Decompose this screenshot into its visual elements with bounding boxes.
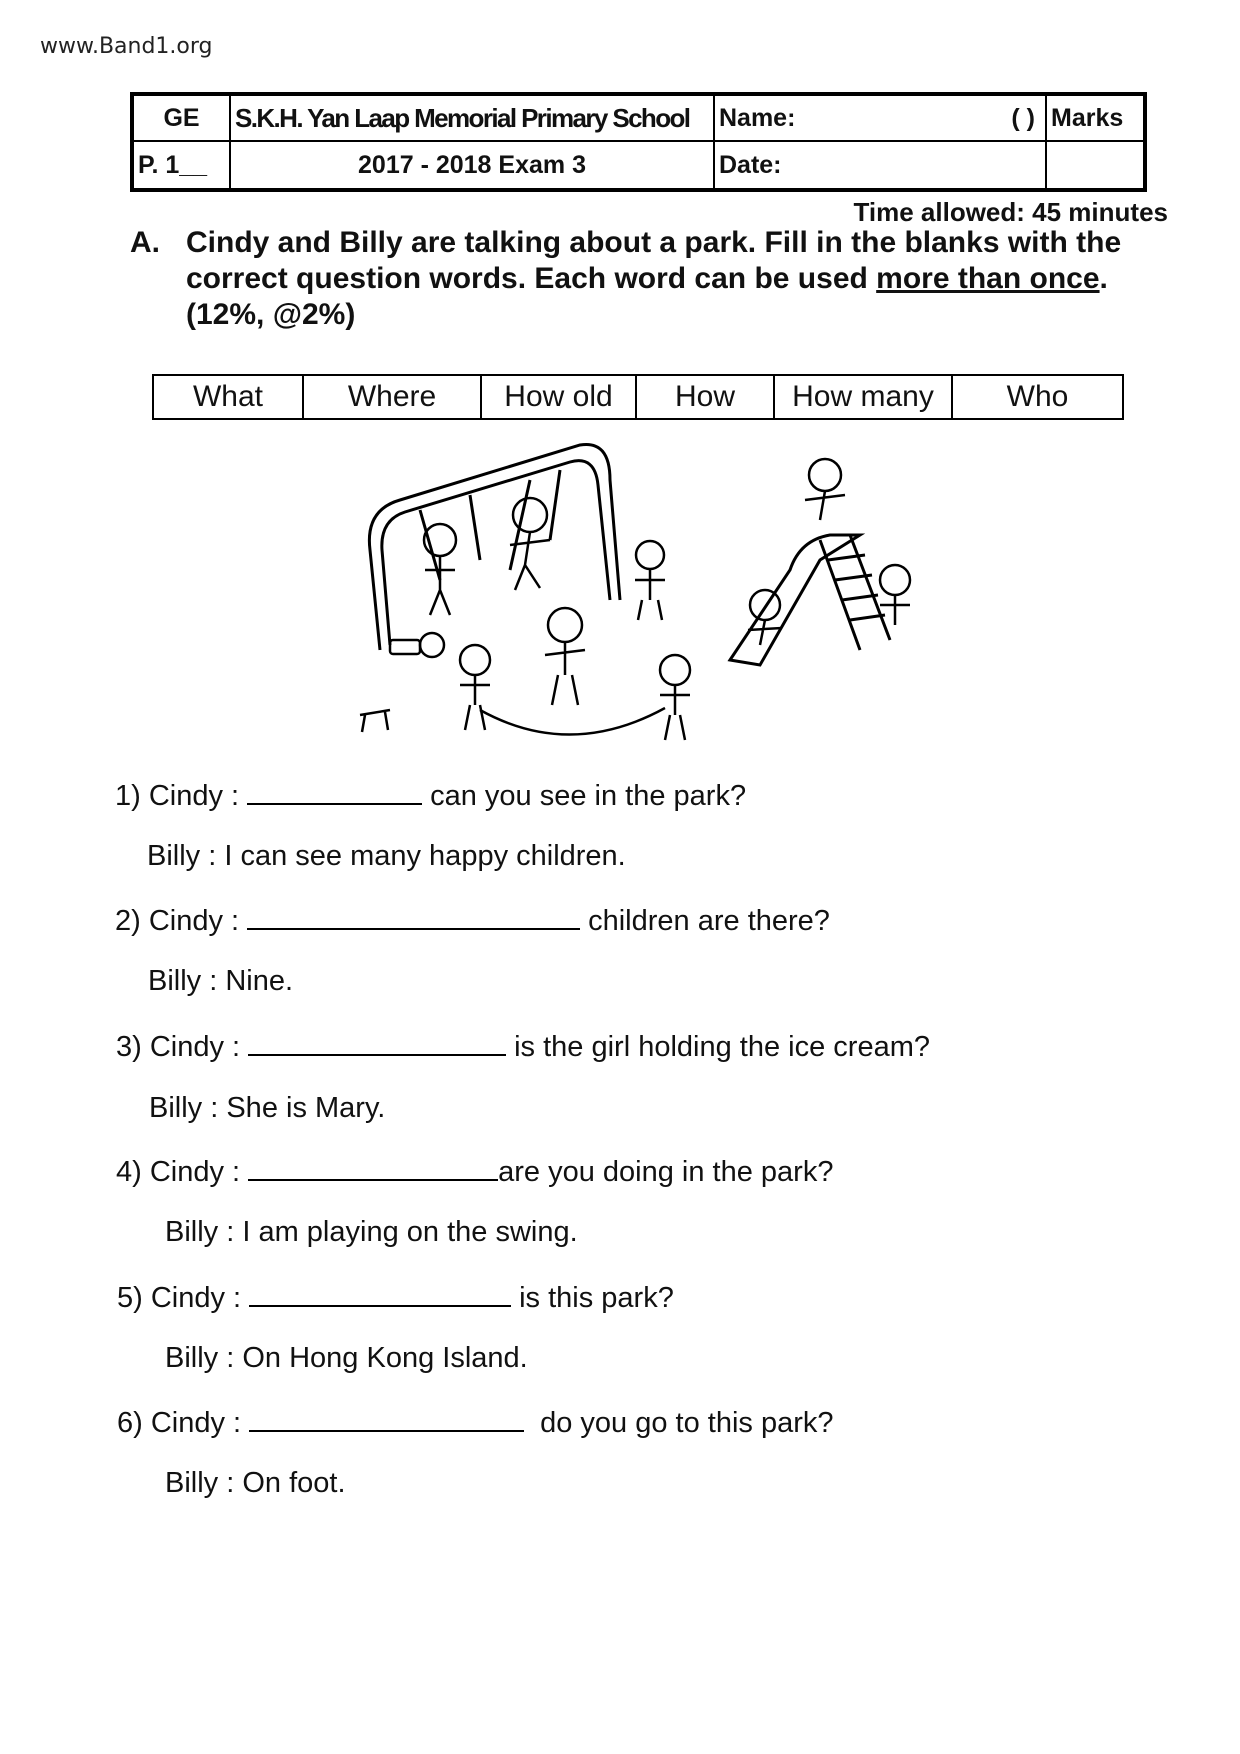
answer-blank-3[interactable] xyxy=(248,1028,506,1056)
class-number: ( ) xyxy=(1011,103,1035,132)
park-illustration xyxy=(320,440,940,760)
question-speaker: 2) Cindy : xyxy=(115,905,240,937)
answer-2: Billy : Nine. xyxy=(148,965,294,997)
question-speaker: 6) Cindy : xyxy=(117,1407,242,1439)
question-text: children are there? xyxy=(588,905,830,937)
question-speaker: 1) Cindy : xyxy=(115,780,240,812)
marks-field[interactable] xyxy=(1047,142,1143,188)
question-speaker: 3) Cindy : xyxy=(116,1031,241,1063)
site-watermark: www.Band1.org xyxy=(40,34,213,59)
marks-label: Marks xyxy=(1047,96,1143,142)
word-bank-item: Who xyxy=(1006,380,1069,413)
word-bank-item: How xyxy=(637,376,775,418)
answer-4: Billy : I am playing on the swing. xyxy=(165,1216,578,1248)
question-3 xyxy=(116,1028,930,1064)
word-bank xyxy=(152,374,1124,420)
school-name: S.K.H. Yan Laap Memorial Primary School xyxy=(231,96,715,142)
question-speaker: 5) Cindy : xyxy=(117,1282,242,1314)
question-1 xyxy=(115,777,746,813)
answer-blank-6[interactable] xyxy=(249,1404,524,1432)
swing-frame xyxy=(369,444,620,650)
question-6 xyxy=(117,1404,834,1440)
time-allowed: Time allowed: 45 minutes xyxy=(853,197,1168,227)
question-speaker: 4) Cindy : xyxy=(116,1156,241,1188)
answer-blank-4[interactable] xyxy=(248,1153,498,1181)
children xyxy=(424,459,910,740)
answer-3: Billy : She is Mary. xyxy=(149,1092,386,1124)
class-cell: P. 1__ xyxy=(134,142,231,188)
answer-blank-1[interactable] xyxy=(247,777,422,805)
question-text: is this park? xyxy=(519,1282,674,1314)
word-bank-item: What xyxy=(154,376,304,418)
instruction-underlined: more than once xyxy=(876,262,1100,295)
subject-cell: GE xyxy=(134,96,231,142)
word-bank-item: How many xyxy=(775,376,953,418)
word-bank-item: Where xyxy=(304,376,482,418)
question-text: are you doing in the park? xyxy=(498,1156,834,1188)
name-label: Name: xyxy=(719,103,796,132)
instruction-text: Cindy and Billy are talking about a park. Fill in the blanks with the correct question words. Each word can be used xyxy=(186,226,1122,295)
question-2 xyxy=(115,902,830,938)
name-field[interactable] xyxy=(715,96,1047,142)
word-bank-item: How old xyxy=(482,376,637,418)
ball-and-toys xyxy=(360,633,444,732)
question-text: can you see in the park? xyxy=(430,780,747,812)
exam-title: 2017 - 2018 Exam 3 xyxy=(231,142,715,188)
section-instruction xyxy=(130,225,1140,333)
answer-6: Billy : On foot. xyxy=(165,1467,346,1499)
answer-1: Billy : I can see many happy children. xyxy=(147,840,626,872)
date-field[interactable]: Date: xyxy=(715,142,1047,188)
answer-blank-5[interactable] xyxy=(249,1279,511,1307)
answer-blank-2[interactable] xyxy=(247,902,580,930)
section-label: A. xyxy=(130,226,160,259)
question-5 xyxy=(117,1279,674,1315)
answer-5: Billy : On Hong Kong Island. xyxy=(165,1342,528,1374)
question-text: is the girl holding the ice cream? xyxy=(514,1031,930,1063)
question-text: do you go to this park? xyxy=(540,1407,834,1439)
instruction-marks: . (12%, @2%) xyxy=(186,262,1108,331)
question-4 xyxy=(116,1153,833,1189)
slide xyxy=(730,535,890,665)
exam-header-table xyxy=(130,92,1147,192)
